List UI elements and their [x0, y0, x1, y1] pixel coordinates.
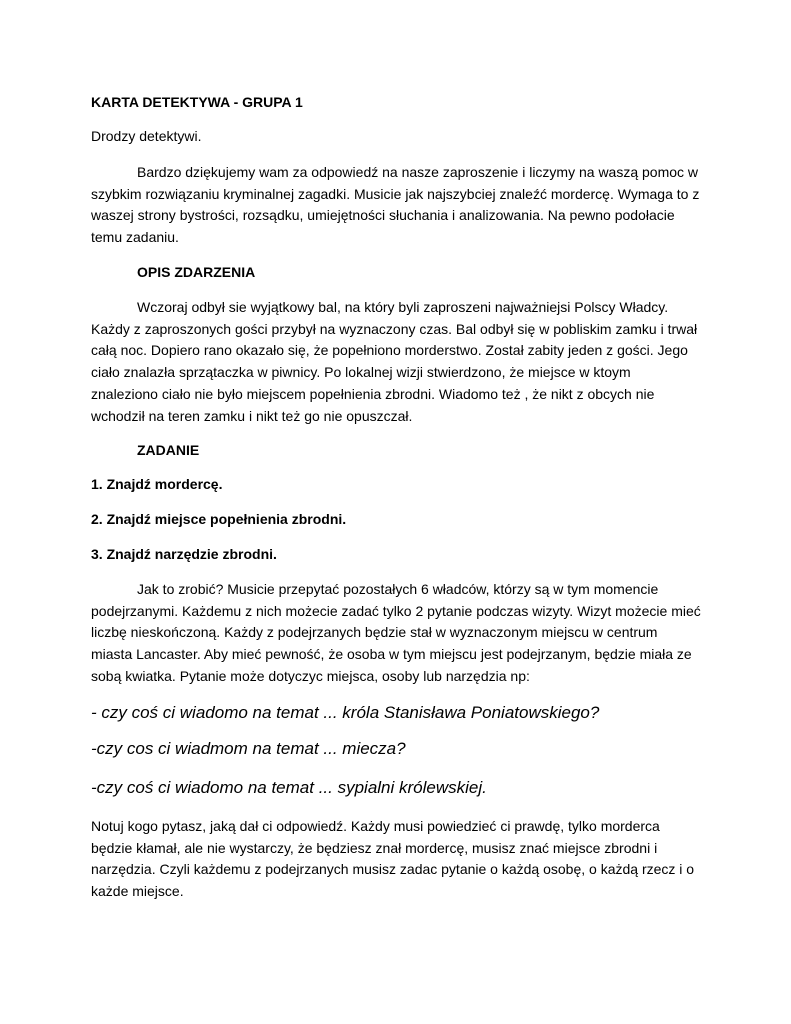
event-paragraph: Wczoraj odbył sie wyjątkowy bal, na który byli zaproszeni najważniejsi Polscy Władcy. Każdy z zaproszonych gości przybył na wyznaczony czas. Bal odbył się w pobliskim zamku i trwał całą noc. Dopiero rano okazało się, że popełniono morderstwo. Został zabity jeden z gości. Jego ciało znalazła sprzątaczka w piwnicy. Po lokalnej wizji stwierdzono, że miejsce w ktoym znaleziono ciało nie było miejscem popełnienia zbrodni. Wiadomo też , że nikt z obcych nie wchodził na teren zamku i nikt też go nie opuszczał.	[91, 299, 698, 424]
example-question: -czy cos ci wiadmom na temat ... miecza?	[91, 739, 406, 758]
task-item: 1. Znajdź mordercę.	[91, 476, 223, 492]
task-item: 2. Znajdź miejsce popełnienia zbrodni.	[91, 511, 347, 527]
intro-paragraph: Bardzo dziękujemy wam za odpowiedź na nasze zaproszenie i liczymy na waszą pomoc w szybkim rozwiązaniu kryminalnej zagadki. Musicie jak najszybciej znaleźć mordercę. Wymaga to z waszej strony bystrości, rozsądku, umiejętności słuchania i analizowania. Na pewno podołacie temu zadaniu.	[91, 164, 700, 246]
example-question: - czy coś ci wiadomo na temat ... króla Stanisława Poniatowskiego?	[91, 703, 600, 722]
task-heading: ZADANIE	[137, 442, 200, 458]
example-question: -czy coś ci wiadomo na temat ... sypialni królewskiej.	[91, 778, 487, 797]
task-item: 3. Znajdź narzędzie zbrodni.	[91, 546, 277, 562]
document-title: KARTA DETEKTYWA - GRUPA 1	[91, 94, 303, 110]
closing-paragraph: Notuj kogo pytasz, jaką dał ci odpowiedź. Każdy musi powiedzieć ci prawdę, tylko morderca będzie kłamał, ale nie wystarczy, że będziesz znał mordercę, musisz znać miejsce zbrodni i narzędzia. Czyli każdemu z podejrzanych musisz zadac pytanie o każdą osobę, o każdą rzecz i o każde miejsce.	[91, 818, 695, 900]
instructions-paragraph: Jak to zrobić? Musicie przepytać pozostałych 6 władców, którzy są w tym momencie podejrzanymi. Każdemu z nich możecie zadać tylko 2 pytanie podczas wizyty. Wizyt możecie mieć liczbę nieskończoną. Każdy z podejrzanych będzie stał w wyznaczonym miejscu w centrum miasta Lancaster. Aby mieć pewność, że osoba w tym miejscu jest podejrzanym, będzie miała ze sobą kwiatka. Pytanie może dotyczyc miejsca, osoby lub narzędzia np:	[91, 581, 701, 684]
event-heading: OPIS ZDARZENIA	[137, 264, 256, 280]
greeting: Drodzy detektywi.	[91, 128, 202, 144]
